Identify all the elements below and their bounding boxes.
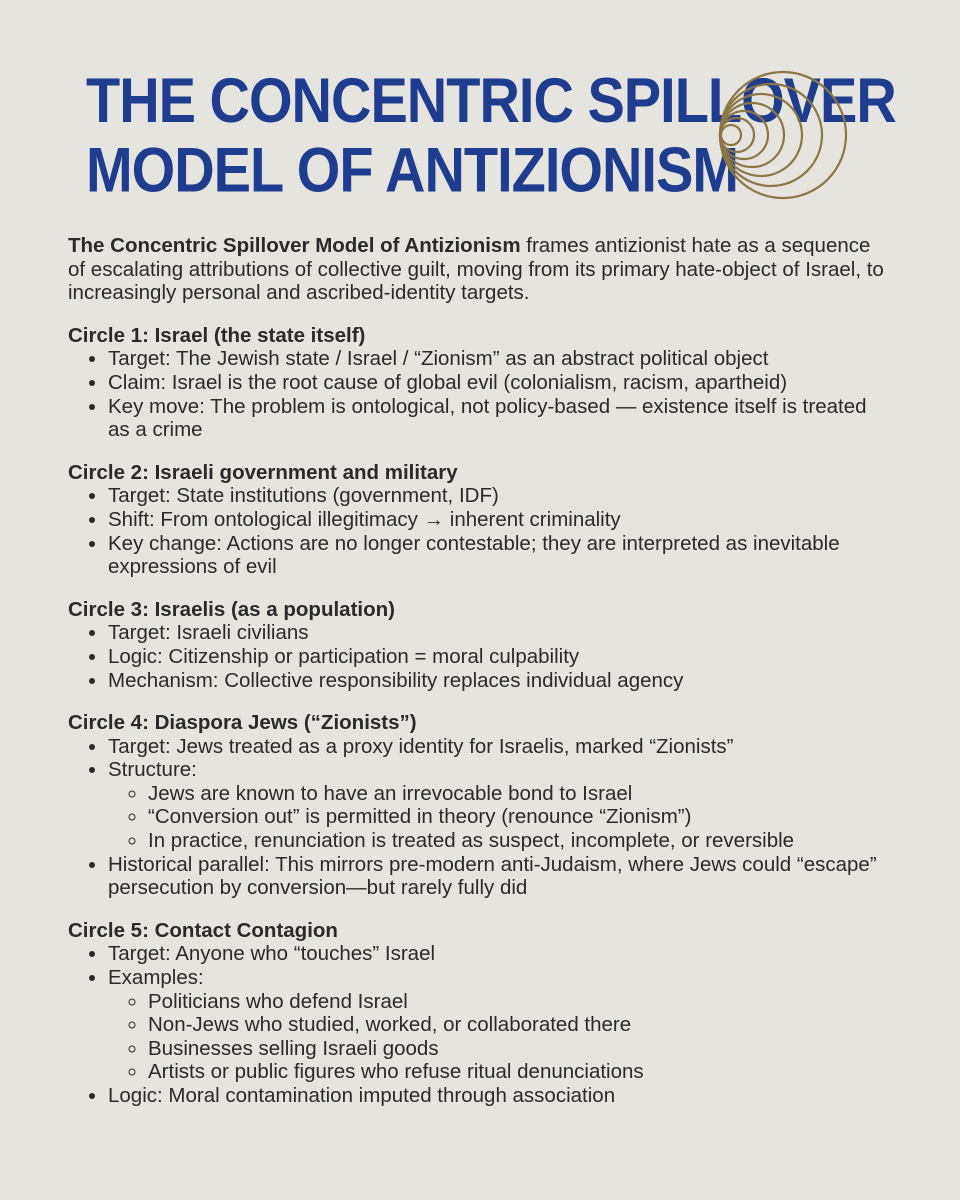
bullet-list xyxy=(68,735,888,900)
sub-list-item: ◦ Businesses selling Israeli goods xyxy=(148,1037,888,1061)
intro-text: frames antizionist hate as a sequence of escalating attributions of collective guilt, moving from its primary hate-object of Israel, to increasingly personal and ascribed-identity targets. xyxy=(68,234,884,305)
list-item: • Shift: From ontological illegitimacy → inherent criminality xyxy=(108,508,888,532)
list-item: • Target: Jews treated as a proxy identity for Israelis, marked “Zionists” xyxy=(108,735,888,759)
list-item: • Logic: Moral contamination imputed through association xyxy=(108,1084,888,1108)
article-body xyxy=(68,234,888,1127)
list-item: • Target: Israeli civilians xyxy=(108,621,888,645)
bullet-list xyxy=(68,484,888,578)
section-heading: Circle 4: Diaspora Jews (“Zionists”) xyxy=(68,711,417,735)
sub-list-item: ◦ Jews are known to have an irrevocable bond to Israel xyxy=(148,782,888,806)
title-line-1: THE CONCENTRIC SPILLOVER xyxy=(86,64,896,136)
sub-bullet-list xyxy=(108,782,888,853)
bullet-list xyxy=(68,621,888,692)
section-heading: Circle 1: Israel (the state itself) xyxy=(68,323,366,347)
sub-list-item: ◦ “Conversion out” is permitted in theory (renounce “Zionism”) xyxy=(148,805,888,829)
intro-paragraph xyxy=(68,234,888,305)
circle-4-section xyxy=(68,711,888,900)
list-item xyxy=(108,966,888,1084)
bullet-list xyxy=(68,942,888,1107)
sub-list-item: ◦ Artists or public figures who refuse ritual denunciations xyxy=(148,1060,888,1084)
sub-bullet-list xyxy=(108,990,888,1084)
circle-3-section xyxy=(68,598,888,692)
list-item-label: Structure: xyxy=(108,758,197,782)
section-heading: Circle 5: Contact Contagion xyxy=(68,918,338,942)
list-item xyxy=(108,758,888,852)
list-item: • Target: Anyone who “touches” Israel xyxy=(108,942,888,966)
sub-list-item: ◦ Politicians who defend Israel xyxy=(148,990,888,1014)
circle-1-section xyxy=(68,324,888,442)
list-item: • Historical parallel: This mirrors pre-modern anti-Judaism, where Jews could “escape” persecution by conversion—but rarely fully did xyxy=(108,853,888,900)
sub-list-item: ◦ Non-Jews who studied, worked, or collaborated there xyxy=(148,1013,888,1037)
list-item-label: Examples: xyxy=(108,966,204,990)
list-item: • Claim: Israel is the root cause of global evil (colonialism, racism, apartheid) xyxy=(108,371,888,395)
list-item: • Target: The Jewish state / Israel / “Zionism” as an abstract political object xyxy=(108,347,888,371)
sub-list-item: ◦ In practice, renunciation is treated as suspect, incomplete, or reversible xyxy=(148,829,888,853)
bullet-list xyxy=(68,347,888,441)
section-heading: Circle 2: Israeli government and military xyxy=(68,460,458,484)
concentric-circles-icon xyxy=(716,68,852,204)
circle-5-section xyxy=(68,919,888,1108)
intro-bold-term: The Concentric Spillover Model of Antizionism xyxy=(68,234,521,257)
circle-2-section xyxy=(68,461,888,579)
list-item: • Mechanism: Collective responsibility replaces individual agency xyxy=(108,669,888,693)
list-item: • Key change: Actions are no longer contestable; they are interpreted as inevitable expressions of evil xyxy=(108,532,888,579)
list-item: • Target: State institutions (government, IDF) xyxy=(108,484,888,508)
title-line-2: MODEL OF ANTIZIONISM xyxy=(86,134,738,205)
list-item: • Key move: The problem is ontological, not policy-based — existence itself is treated as a crime xyxy=(108,395,888,442)
section-heading: Circle 3: Israelis (as a population) xyxy=(68,597,395,621)
list-item: • Logic: Citizenship or participation = moral culpability xyxy=(108,645,888,669)
